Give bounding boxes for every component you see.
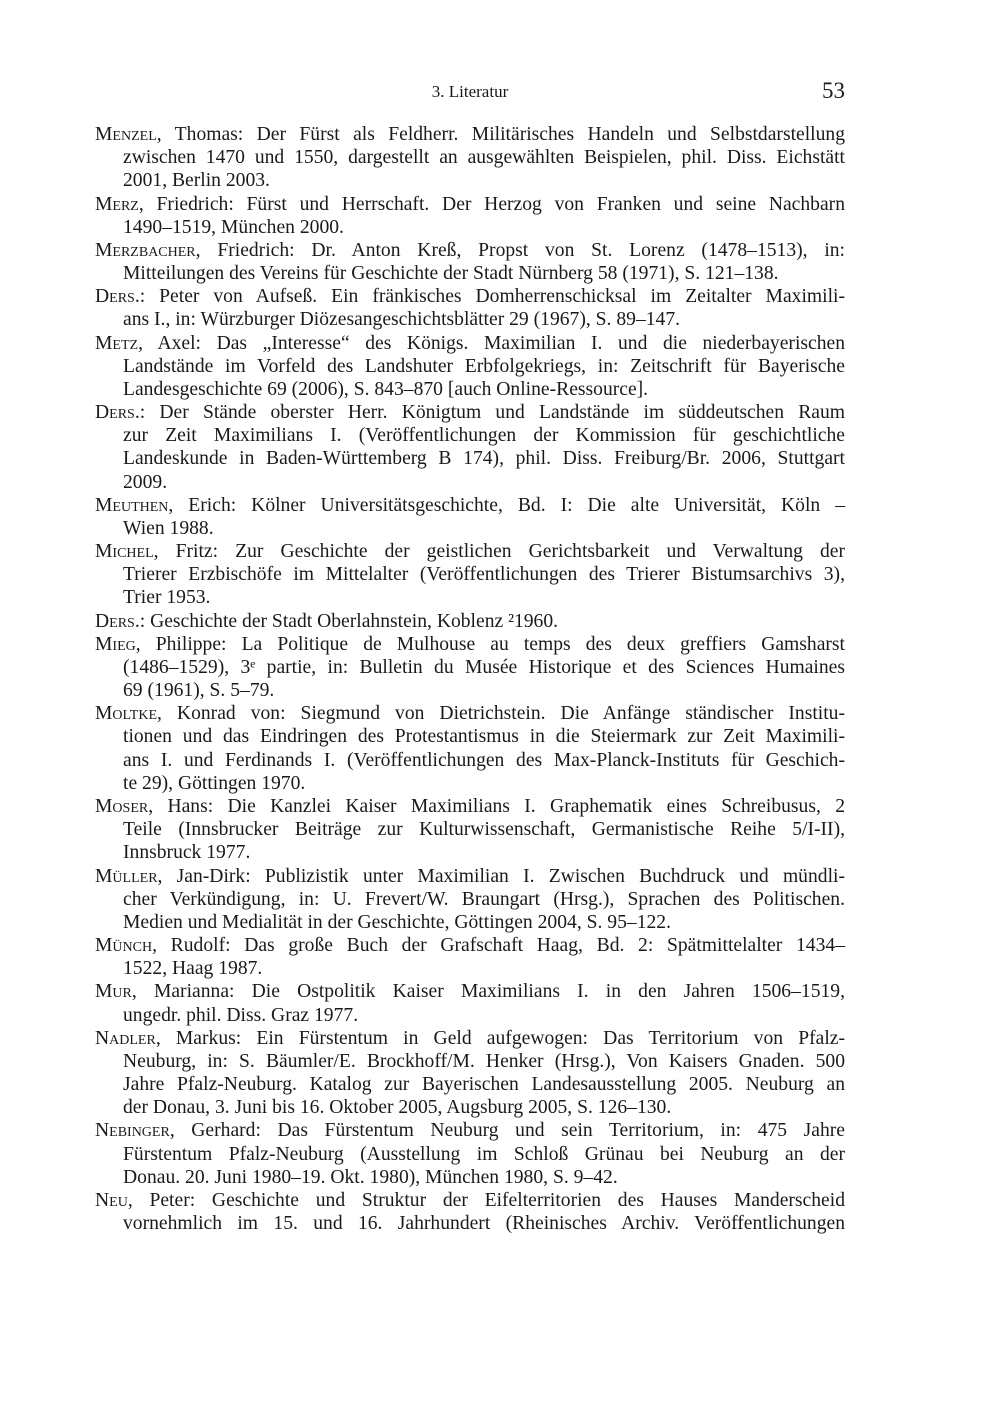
entry-line [95,888,845,911]
bibliography-entry [95,934,845,980]
entry-line [95,633,845,656]
entry-text: 1490–1519, München 2000. [123,216,344,238]
entry-line [95,656,845,679]
bibliography-entry [95,702,845,795]
entry-text: , Friedrich: Dr. Anton Kreß, Propst von St. Lorenz (1478–1513), in: [195,239,845,261]
entry-line [95,610,845,633]
entry-line [95,934,845,957]
author-name: Neu [95,1189,128,1211]
entry-line [95,308,845,331]
bibliography-entry [95,1119,845,1189]
entry-line [95,332,845,355]
entry-text: 69 (1961), S. 5–79. [123,680,275,702]
entry-text: Landeskunde in Baden-Württemberg B 174), phil. Diss. Freiburg/Br. 2006, Stuttgart [123,448,845,470]
author-name: Nadler [95,1027,156,1049]
entry-text: tionen und das Eindringen des Protestantismus in die Steiermark zur Zeit Maximili- [123,726,845,748]
author-name: Menzel [95,124,157,145]
entry-text: , Erich: Kölner Universitätsgeschichte, Bd. I: Die alte Universität, Köln – [168,494,845,516]
bibliography-list [95,123,845,1235]
entry-text: Jahre Pfalz-Neuburg. Katalog zur Bayerischen Landesausstellung 2005. Neuburg an [123,1074,845,1096]
entry-line [95,494,845,517]
entry-text: , Fritz: Zur Geschichte der geistlichen Gerichtsbarkeit und Verwaltung der [153,541,845,563]
entry-line [95,563,845,586]
bibliography-entry [95,610,845,633]
author-name: Nebinger [95,1120,170,1142]
entry-line [95,841,845,864]
bibliography-entry [95,1027,845,1120]
bibliography-entry [95,540,845,610]
author-name: Mieg [95,633,136,655]
author-name: Moser [95,795,149,817]
entry-text: ungedr. phil. Diss. Graz 1977. [123,1004,359,1026]
author-name: Ders. [95,402,140,424]
entry-line [95,1212,845,1235]
entry-text: zwischen 1470 und 1550, dargestellt an ausgewählten Beispielen, phil. Diss. Eichstätt [123,147,845,169]
entry-line [95,262,845,285]
entry-text: cher Verkündigung, in: U. Frevert/W. Braungart (Hrsg.), Sprachen des Politischen. [123,888,845,910]
entry-line [95,146,845,169]
entry-text: 2009. [123,471,168,493]
page-number: 53 [822,78,845,103]
bibliography-entry [95,633,845,703]
entry-line [95,1189,845,1212]
bibliography-entry [95,332,845,402]
entry-line [95,517,845,540]
author-name: Merzbacher [95,239,196,261]
entry-line [95,818,845,841]
bibliography-entry [95,285,845,331]
entry-text: Wien 1988. [123,517,214,539]
bibliography-entry [95,193,845,239]
entry-text: , Hans: Die Kanzlei Kaiser Maximilians I. Graphematik eines Schreibusus, 2 [148,795,845,817]
entry-text: : Peter von Aufseß. Ein fränkisches Domherrenschicksal im Zeitalter Maximili- [139,286,845,308]
author-name: Münch [95,935,153,957]
bibliography-entry [95,865,845,935]
entry-line [95,679,845,702]
entry-text: (1486–1529), 3ᵉ partie, in: Bulletin du Musée Historique et des Sciences Humaines [123,656,845,678]
entry-line [95,447,845,470]
entry-text: Fürstentum Pfalz-Neuburg (Ausstellung im Schloß Grünau bei Neuburg an der [123,1143,845,1165]
entry-line [95,586,845,609]
entry-text: , Thomas: Der Fürst als Feldherr. Militärisches Handeln und Selbstdarstellung [156,124,845,145]
entry-line [95,216,845,239]
entry-text: , Philippe: La Politique de Mulhouse au temps des deux greffiers Gamsharst [135,633,845,655]
entry-line [95,401,845,424]
entry-text: Teile (Innsbrucker Beiträge zur Kulturwissenschaft, Germanistische Reihe 5/I-II), [123,819,845,841]
author-name: Mur [95,981,132,1003]
author-name: Metz [95,332,139,354]
entry-line [95,193,845,216]
section-title: 3. Literatur [431,82,509,101]
author-name: Ders. [95,286,140,308]
entry-text: Medien und Medialität in der Geschichte, Göttingen 2004, S. 95–122. [123,911,671,933]
entry-text: , Axel: Das „Interesse“ des Königs. Maximilian I. und die niederbayerischen [138,332,845,354]
entry-line [95,1096,845,1119]
entry-line [95,957,845,980]
entry-line [95,911,845,934]
entry-line [95,1050,845,1073]
author-name: Meuthen [95,494,169,516]
entry-text: Landstände im Vorfeld des Landshuter Erbfolgekriegs, in: Zeitschrift für Bayerische [123,355,845,377]
entry-text: Innsbruck 1977. [123,842,251,864]
entry-text: : Der Stände oberster Herr. Königtum und Landstände im süddeutschen Raum [139,402,845,424]
entry-text: : Geschichte der Stadt Oberlahnstein, Koblenz ²1960. [139,610,559,632]
entry-line [95,1119,845,1142]
entry-line [95,1143,845,1166]
entry-line [95,169,845,192]
entry-text: Mitteilungen des Vereins für Geschichte der Stadt Nürnberg 58 (1971), S. 121–138. [123,263,779,285]
entry-text: , Konrad von: Siegmund von Dietrichstein. Die Anfänge ständischer Institu- [157,703,845,725]
entry-line [95,123,845,146]
entry-line [95,1027,845,1050]
bibliography-entry [95,795,845,865]
author-name: Michel [95,541,154,563]
entry-text: Trierer Erzbischöfe im Mittelalter (Veröffentlichungen des Trierer Bistumsarchivs 3), [123,564,845,586]
entry-text: , Jan-Dirk: Publizistik unter Maximilian I. Zwischen Buchdruck und mündli- [157,865,845,887]
bibliography-entry [95,239,845,285]
entry-line [95,772,845,795]
entry-text: , Peter: Geschichte und Struktur der Eifelterritorien des Hauses Manderscheid [127,1189,845,1211]
entry-text: ans I., in: Würzburger Diözesangeschichtsblätter 29 (1967), S. 89–147. [123,309,681,331]
entry-line [95,471,845,494]
entry-text: , Marianna: Die Ostpolitik Kaiser Maximilians I. in den Jahren 1506–1519, [131,981,845,1003]
entry-line [95,1166,845,1189]
entry-text: zur Zeit Maximilians I. (Veröffentlichungen der Kommission für geschichtliche [123,425,845,447]
entry-text: vornehmlich im 15. und 16. Jahrhundert (Rheinisches Archiv. Veröffentlichungen [123,1213,845,1235]
entry-line [95,424,845,447]
entry-line [95,239,845,262]
entry-text: , Rudolf: Das große Buch der Grafschaft Haag, Bd. 2: Spätmittelalter 1434– [152,935,845,957]
entry-text: Trier 1953. [123,587,211,609]
author-name: Moltke [95,703,158,725]
entry-text: Landesgeschichte 69 (2006), S. 843–870 [auch Online-Ressource]. [123,378,649,400]
entry-line [95,980,845,1003]
entry-text: Donau. 20. Juni 1980–19. Okt. 1980), München 1980, S. 9–42. [123,1166,618,1188]
bibliography-entry [95,494,845,540]
entry-line [95,285,845,308]
entry-line [95,702,845,725]
entry-text: 2001, Berlin 2003. [123,170,270,192]
entry-line [95,749,845,772]
entry-line [95,378,845,401]
entry-text: , Gerhard: Das Fürstentum Neuburg und sein Territorium, in: 475 Jahre [169,1120,845,1142]
entry-text: 1522, Haag 1987. [123,958,263,980]
entry-text: Neuburg, in: S. Bäumler/E. Brockhoff/M. Henker (Hrsg.), Von Kaisers Gnaden. 500 [123,1050,845,1072]
author-name: Merz [95,193,139,215]
author-name: Ders. [95,610,140,632]
bibliography-entry [95,401,845,494]
entry-text: , Friedrich: Fürst und Herrschaft. Der Herzog von Franken und seine Nachbarn [138,193,845,215]
entry-line [95,865,845,888]
bibliography-entry [95,123,845,193]
entry-text: der Donau, 3. Juni bis 16. Oktober 2005, Augsburg 2005, S. 126–130. [123,1097,672,1119]
author-name: Müller [95,865,158,887]
entry-line [95,540,845,563]
entry-line [95,1073,845,1096]
bibliography-entry [95,1189,845,1235]
bibliography-entry [95,980,845,1026]
entry-line [95,355,845,378]
entry-line [95,1004,845,1027]
entry-text: ans I. und Ferdinands I. (Veröffentlichungen des Max-Planck-Instituts für Geschich- [123,749,845,771]
entry-text: , Markus: Ein Fürstentum in Geld aufgewogen: Das Territorium von Pfalz- [155,1027,845,1049]
entry-line [95,725,845,748]
entry-text: te 29), Göttingen 1970. [123,772,306,794]
entry-line [95,795,845,818]
